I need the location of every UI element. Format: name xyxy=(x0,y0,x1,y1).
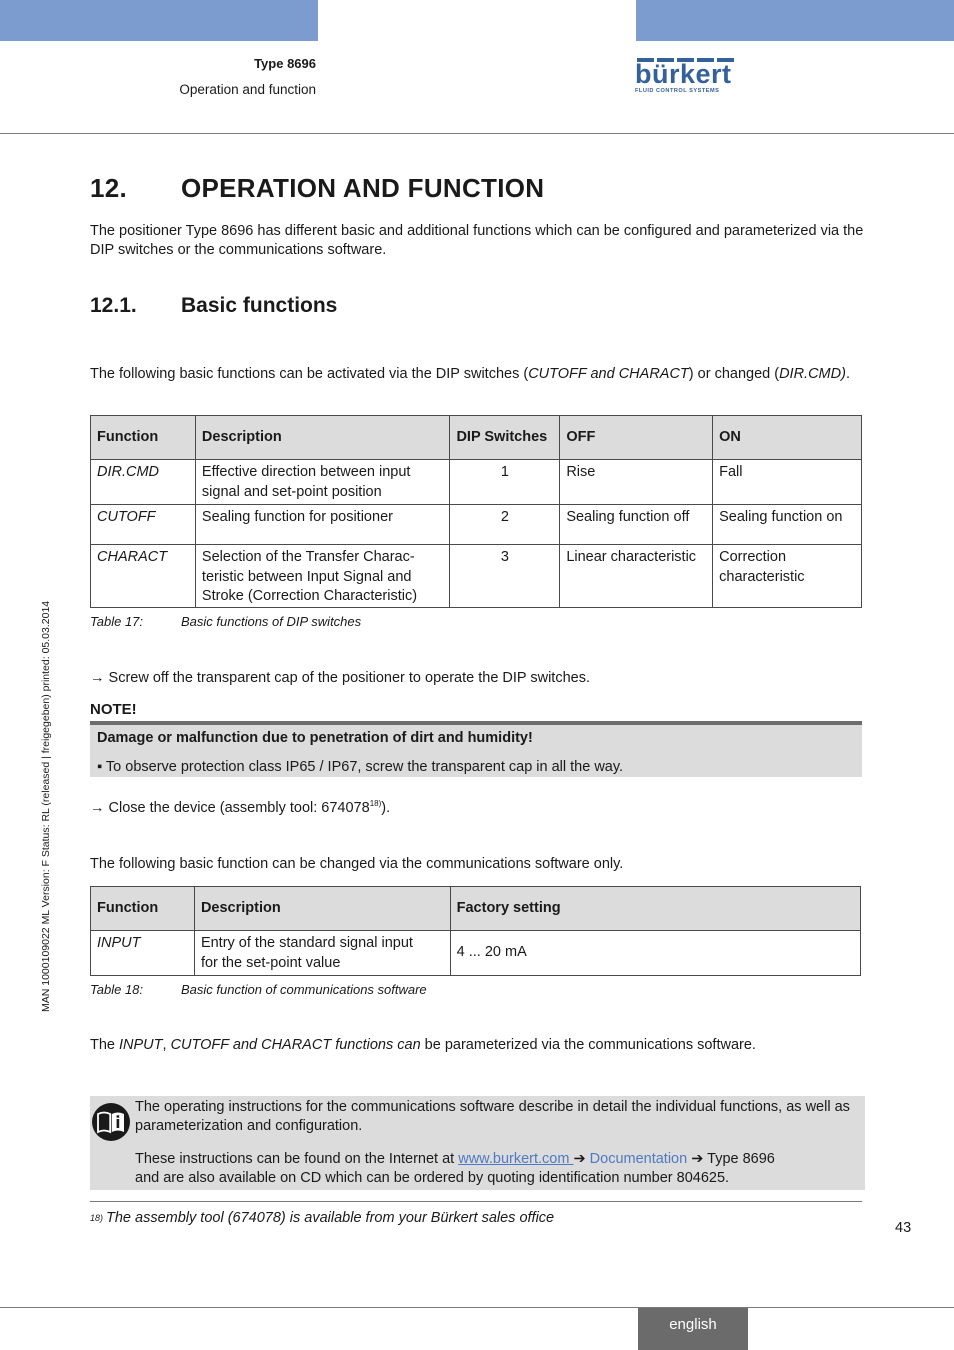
dip-intro-paragraph: The following basic functions can be activated via the DIP switches (CUTOFF and CHARACT) or changed (DIR.CMD). xyxy=(90,366,850,382)
table-row xyxy=(91,460,862,505)
column-header: DIP Switches xyxy=(450,416,560,460)
table18-caption: Table 18: Basic function of communications software xyxy=(90,982,427,997)
description-cell: Effective direction between input signal and set-point position xyxy=(195,460,450,505)
factory-setting-cell: 4 ... 20 mA xyxy=(450,931,860,976)
burkert-website-link[interactable]: www.burkert.com xyxy=(458,1151,574,1167)
note-box xyxy=(90,721,862,777)
dip-cell: 2 xyxy=(450,505,560,545)
header-divider xyxy=(0,133,954,134)
column-header: Function xyxy=(91,416,196,460)
on-cell: Correction characteristic xyxy=(713,545,862,608)
parameterization-paragraph: The INPUT, CUTOFF and CHARACT functions can be parameterized via the communications software. xyxy=(90,1037,756,1053)
note-heading: Damage or malfunction due to penetration of dirt and humidity! xyxy=(97,730,533,746)
column-header: Description xyxy=(194,887,450,931)
top-color-bar-left xyxy=(0,0,318,41)
comm-functions-table xyxy=(90,886,861,976)
chapter-title: 12. OPERATION AND FUNCTION xyxy=(90,173,545,203)
manual-info-icon xyxy=(91,1102,131,1142)
off-cell: Sealing function off xyxy=(560,505,713,545)
description-cell: Entry of the standard signal input for the set-point value xyxy=(194,931,450,976)
table-header-row xyxy=(91,887,861,931)
description-cell: Selection of the Transfer Charac- teristic between Input Signal and Stroke (Correction Characteristic) xyxy=(195,545,450,608)
logo-tagline: FLUID CONTROL SYSTEMS xyxy=(635,88,720,94)
comm-intro-paragraph: The following basic function can be changed via the communications software only. xyxy=(90,856,624,872)
footer-divider xyxy=(0,1307,954,1308)
function-cell: CHARACT xyxy=(91,545,196,608)
table-row xyxy=(91,505,862,545)
note-item: ▪ To observe protection class IP65 / IP67, screw the transparent cap in all the way. xyxy=(97,759,624,775)
dip-cell: 1 xyxy=(450,460,560,505)
function-cell: DIR.CMD xyxy=(91,460,196,505)
top-color-bar-right xyxy=(636,0,954,41)
footnote: $^{18)}$ The assembly tool (674078) is available from your Bürkert sales office xyxy=(90,1210,555,1226)
table-row xyxy=(91,931,861,976)
on-cell: Fall xyxy=(713,460,862,505)
dip-cell: 3 xyxy=(450,545,560,608)
table17-caption: Table 17: Basic functions of DIP switches xyxy=(90,614,362,629)
column-header: ON xyxy=(713,416,862,460)
on-cell: Sealing function on xyxy=(713,505,862,545)
document-status-sidebar: MAN 1000109022 ML Version: F Status: RL (released | freigegeben) printed: 05.03.2014 xyxy=(40,600,52,1012)
off-cell: Rise xyxy=(560,460,713,505)
off-cell: Linear characteristic xyxy=(560,545,713,608)
step-close-device: → Close the device (assembly tool: 674078$^{18)}$). xyxy=(90,799,391,816)
section-title: 12.1. Basic functions xyxy=(90,294,338,317)
column-header: Function xyxy=(91,887,195,931)
info-paragraph-2: These instructions can be found on the Internet at www.burkert.com ➔ Documentation ➔ Type 8696 and are also available on CD which can be ordered by quoting identification number 804625. xyxy=(135,1151,775,1186)
note-title: NOTE! xyxy=(90,701,137,718)
documentation-link[interactable]: Documentation xyxy=(589,1151,688,1167)
function-cell: INPUT xyxy=(91,931,195,976)
logo-word: bürkert xyxy=(635,59,732,89)
language-tab: english xyxy=(638,1308,748,1350)
table-header-row xyxy=(91,416,862,460)
description-cell: Sealing function for positioner xyxy=(195,505,450,545)
page-number: 43 xyxy=(895,1220,912,1236)
header-type: Type 8696 xyxy=(254,56,316,71)
dip-functions-table xyxy=(90,415,862,608)
burkert-logo xyxy=(635,58,735,96)
column-header: OFF xyxy=(560,416,713,460)
table-row xyxy=(91,545,862,608)
footnote-divider xyxy=(90,1201,862,1202)
header-subtitle: Operation and function xyxy=(179,82,316,97)
column-header: Description xyxy=(195,416,450,460)
info-paragraph-1: The operating instructions for the communications software describe in detail the individual functions, as well as parameterization and configuration. xyxy=(135,1099,850,1134)
info-box xyxy=(90,1096,865,1190)
function-cell: CUTOFF xyxy=(91,505,196,545)
step-screw-off-cap: → Screw off the transparent cap of the positioner to operate the DIP switches. xyxy=(90,670,590,686)
column-header: Factory setting xyxy=(450,887,860,931)
info-text xyxy=(135,1098,857,1188)
intro-paragraph: The positioner Type 8696 has different basic and additional functions which can be configured and parameterized via the DIP switches or the communications software. xyxy=(90,223,864,258)
